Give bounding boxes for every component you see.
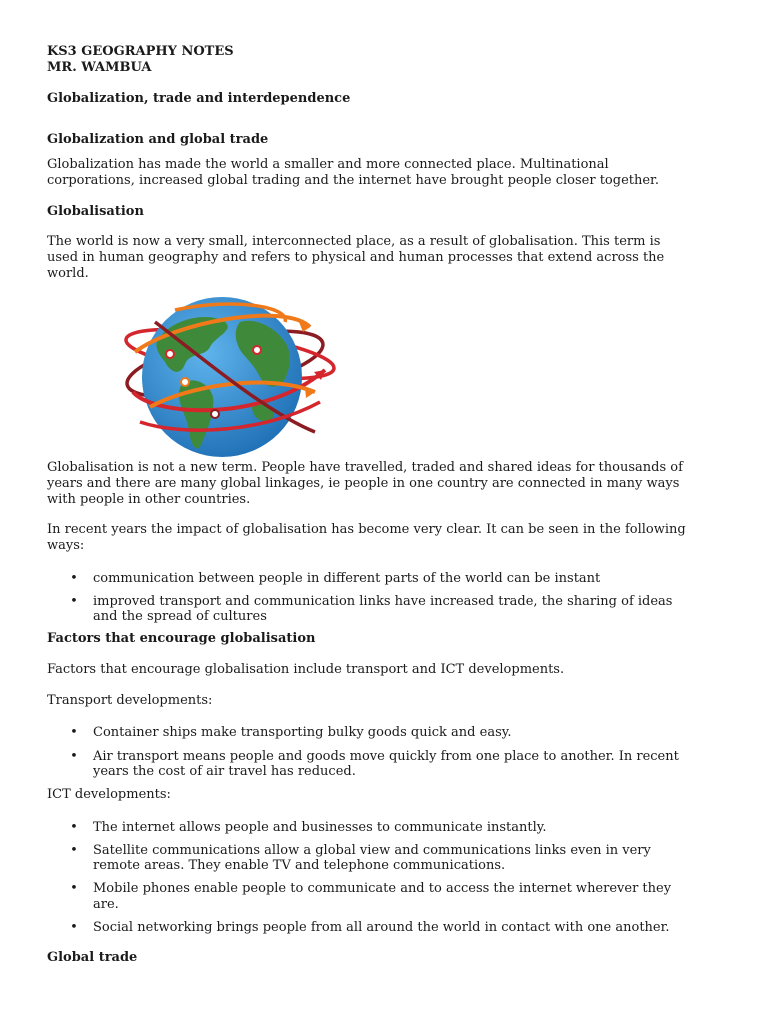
- paragraph-line: Globalization has made the world a smaller and more connected place. Multinational: [47, 157, 609, 172]
- ict-label: ICT developments:: [47, 787, 171, 802]
- section-heading-global-trade: Global trade: [47, 950, 138, 965]
- paragraph-line: ways:: [47, 538, 85, 553]
- bullet-marker: •: [70, 749, 78, 764]
- bullet-marker: •: [70, 594, 78, 609]
- paragraph-line: Globalisation is not a new term. People have travelled, traded and shared ideas for thousands of: [47, 460, 683, 475]
- course-title: KS3 GEOGRAPHY NOTES: [47, 44, 234, 59]
- paragraph-line: with people in other countries.: [47, 492, 251, 507]
- bullet-marker: •: [70, 843, 78, 858]
- list-item: Air transport means people and goods move quickly from one place to another. In recent: [93, 749, 679, 764]
- paragraph-line: used in human geography and refers to physical and human processes that extend across the: [47, 250, 665, 265]
- list-item: Mobile phones enable people to communicate and to access the internet wherever they: [93, 881, 672, 896]
- paragraph-line: In recent years the impact of globalisation has become very clear. It can be seen in the following: [47, 522, 686, 537]
- list-item: improved transport and communication links have increased trade, the sharing of ideas: [93, 594, 673, 609]
- list-item: Container ships make transporting bulky goods quick and easy.: [93, 725, 512, 740]
- bullet-marker: •: [70, 820, 78, 835]
- section-heading-factors: Factors that encourage globalisation: [47, 631, 316, 646]
- globe-icon: [115, 292, 345, 462]
- topic-title: Globalization, trade and interdependence: [47, 91, 351, 106]
- paragraph-line: years and there are many global linkages, ie people in one country are connected in many ways: [47, 476, 680, 491]
- list-item-continuation: are.: [93, 897, 119, 912]
- bullet-marker: •: [70, 571, 78, 586]
- section-heading-globalisation: Globalisation: [47, 204, 144, 219]
- globe-illustration: [115, 292, 345, 462]
- list-item: Social networking brings people from all around the world in contact with one another.: [93, 920, 670, 935]
- bullet-marker: •: [70, 920, 78, 935]
- list-item: communication between people in different parts of the world can be instant: [93, 571, 601, 586]
- paragraph-line: The world is now a very small, interconnected place, as a result of globalisation. This term is: [47, 234, 661, 249]
- paragraph-line: corporations, increased global trading and the internet have brought people closer together.: [47, 173, 659, 188]
- transport-label: Transport developments:: [47, 693, 213, 708]
- list-item-continuation: and the spread of cultures: [93, 609, 267, 624]
- paragraph-line: world.: [47, 266, 89, 281]
- paragraph-line: Factors that encourage globalisation include transport and ICT developments.: [47, 662, 565, 677]
- bullet-marker: •: [70, 725, 78, 740]
- teacher-name: MR. WAMBUA: [47, 60, 152, 75]
- section-heading-globalization-trade: Globalization and global trade: [47, 132, 269, 147]
- list-item: The internet allows people and businesses to communicate instantly.: [93, 820, 547, 835]
- bullet-marker: •: [70, 881, 78, 896]
- list-item-continuation: remote areas. They enable TV and telephone communications.: [93, 858, 506, 873]
- list-item: Satellite communications allow a global view and communications links even in very: [93, 843, 651, 858]
- list-item-continuation: years the cost of air travel has reduced.: [93, 764, 356, 779]
